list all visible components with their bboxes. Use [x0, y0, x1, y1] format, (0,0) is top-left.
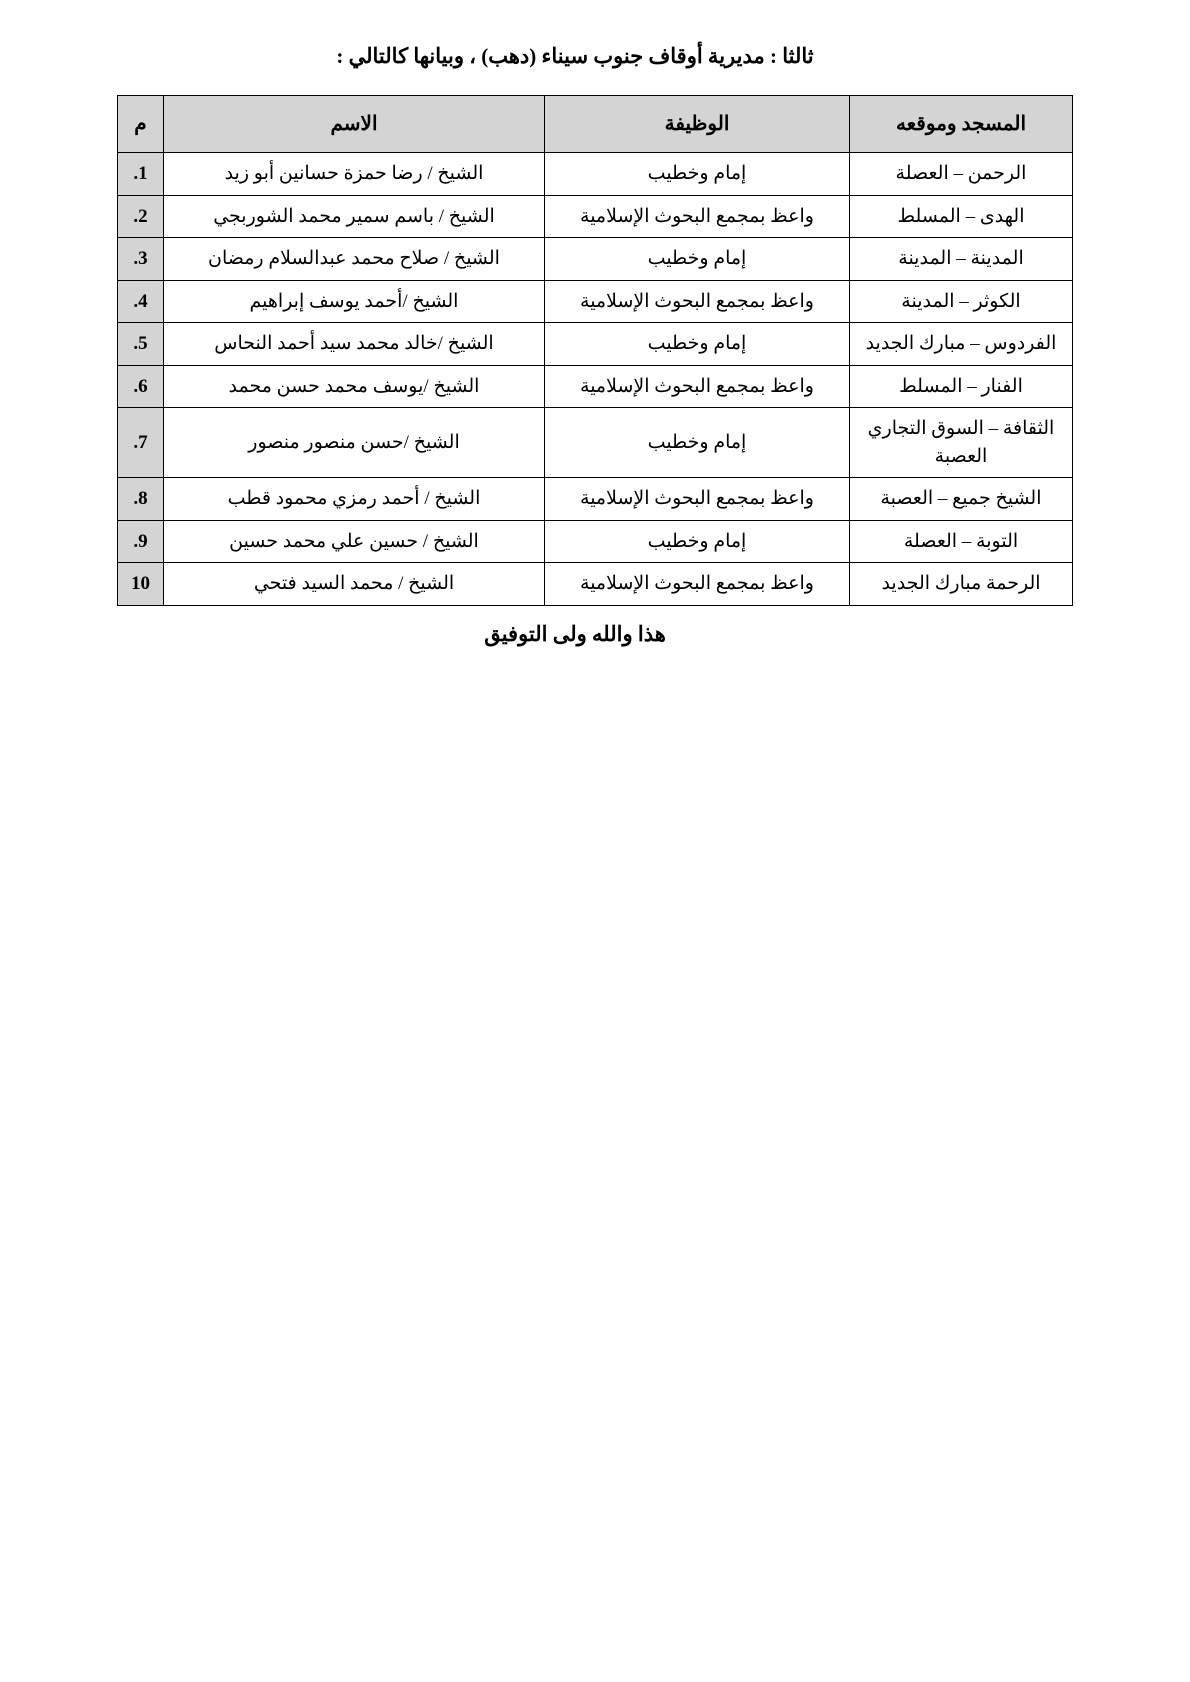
cell-mosque: التوبة – العصلة	[850, 520, 1073, 563]
column-header-name: الاسم	[164, 96, 545, 153]
cell-index: 5.	[118, 323, 164, 366]
table-row	[118, 365, 1073, 408]
table-row	[118, 520, 1073, 563]
column-header-job: الوظيفة	[545, 96, 850, 153]
cell-job: إمام وخطيب	[545, 323, 850, 366]
table-row	[118, 563, 1073, 606]
roster-table	[117, 95, 1073, 606]
cell-mosque: الشيخ جميع – العصبة	[850, 478, 1073, 521]
table-row	[118, 323, 1073, 366]
cell-name: الشيخ / صلاح محمد عبدالسلام رمضان	[164, 238, 545, 281]
cell-mosque: الفردوس – مبارك الجديد	[850, 323, 1073, 366]
cell-index: 6.	[118, 365, 164, 408]
cell-index: 8.	[118, 478, 164, 521]
cell-mosque: الثقافة – السوق التجاري العصبة	[850, 408, 1073, 478]
cell-name: الشيخ /خالد محمد سيد أحمد النحاس	[164, 323, 545, 366]
cell-index: 2.	[118, 195, 164, 238]
cell-mosque: الكوثر – المدينة	[850, 280, 1073, 323]
cell-job: واعظ بمجمع البحوث الإسلامية	[545, 365, 850, 408]
cell-index: 9.	[118, 520, 164, 563]
table-row	[118, 280, 1073, 323]
table-body	[118, 153, 1073, 606]
cell-job: واعظ بمجمع البحوث الإسلامية	[545, 280, 850, 323]
cell-mosque: الفنار – المسلط	[850, 365, 1073, 408]
table-header	[118, 96, 1073, 153]
cell-name: الشيخ / رضا حمزة حسانين أبو زيد	[164, 153, 545, 196]
cell-mosque: الهدى – المسلط	[850, 195, 1073, 238]
cell-job: إمام وخطيب	[545, 153, 850, 196]
cell-mosque: الرحمن – العصلة	[850, 153, 1073, 196]
cell-index: 3.	[118, 238, 164, 281]
cell-name: الشيخ /يوسف محمد حسن محمد	[164, 365, 545, 408]
cell-job: واعظ بمجمع البحوث الإسلامية	[545, 195, 850, 238]
cell-job: واعظ بمجمع البحوث الإسلامية	[545, 478, 850, 521]
cell-mosque: الرحمة مبارك الجديد	[850, 563, 1073, 606]
cell-index: 10	[118, 563, 164, 606]
table-header-row	[118, 96, 1073, 153]
table-row	[118, 153, 1073, 196]
table-row	[118, 408, 1073, 478]
cell-job: إمام وخطيب	[545, 520, 850, 563]
cell-job: إمام وخطيب	[545, 238, 850, 281]
cell-name: الشيخ / حسين علي محمد حسين	[164, 520, 545, 563]
column-header-mosque: المسجد وموقعه	[850, 96, 1073, 153]
page-title: ثالثا : مديرية أوقاف جنوب سيناء (دهب) ، وبيانها كالتالي :	[336, 44, 814, 68]
cell-index: 4.	[118, 280, 164, 323]
table-row	[118, 478, 1073, 521]
cell-name: الشيخ /حسن منصور منصور	[164, 408, 545, 478]
closing-statement: هذا والله ولى التوفيق	[484, 622, 666, 647]
cell-index: 7.	[118, 408, 164, 478]
cell-name: الشيخ /أحمد يوسف إبراهيم	[164, 280, 545, 323]
table-row	[118, 238, 1073, 281]
cell-index: 1.	[118, 153, 164, 196]
cell-job: واعظ بمجمع البحوث الإسلامية	[545, 563, 850, 606]
cell-mosque: المدينة – المدينة	[850, 238, 1073, 281]
cell-name: الشيخ / باسم سمير محمد الشوربجي	[164, 195, 545, 238]
column-header-index: م	[118, 96, 164, 153]
cell-name: الشيخ / أحمد رمزي محمود قطب	[164, 478, 545, 521]
cell-name: الشيخ / محمد السيد فتحي	[164, 563, 545, 606]
cell-job: إمام وخطيب	[545, 408, 850, 478]
table-row	[118, 195, 1073, 238]
